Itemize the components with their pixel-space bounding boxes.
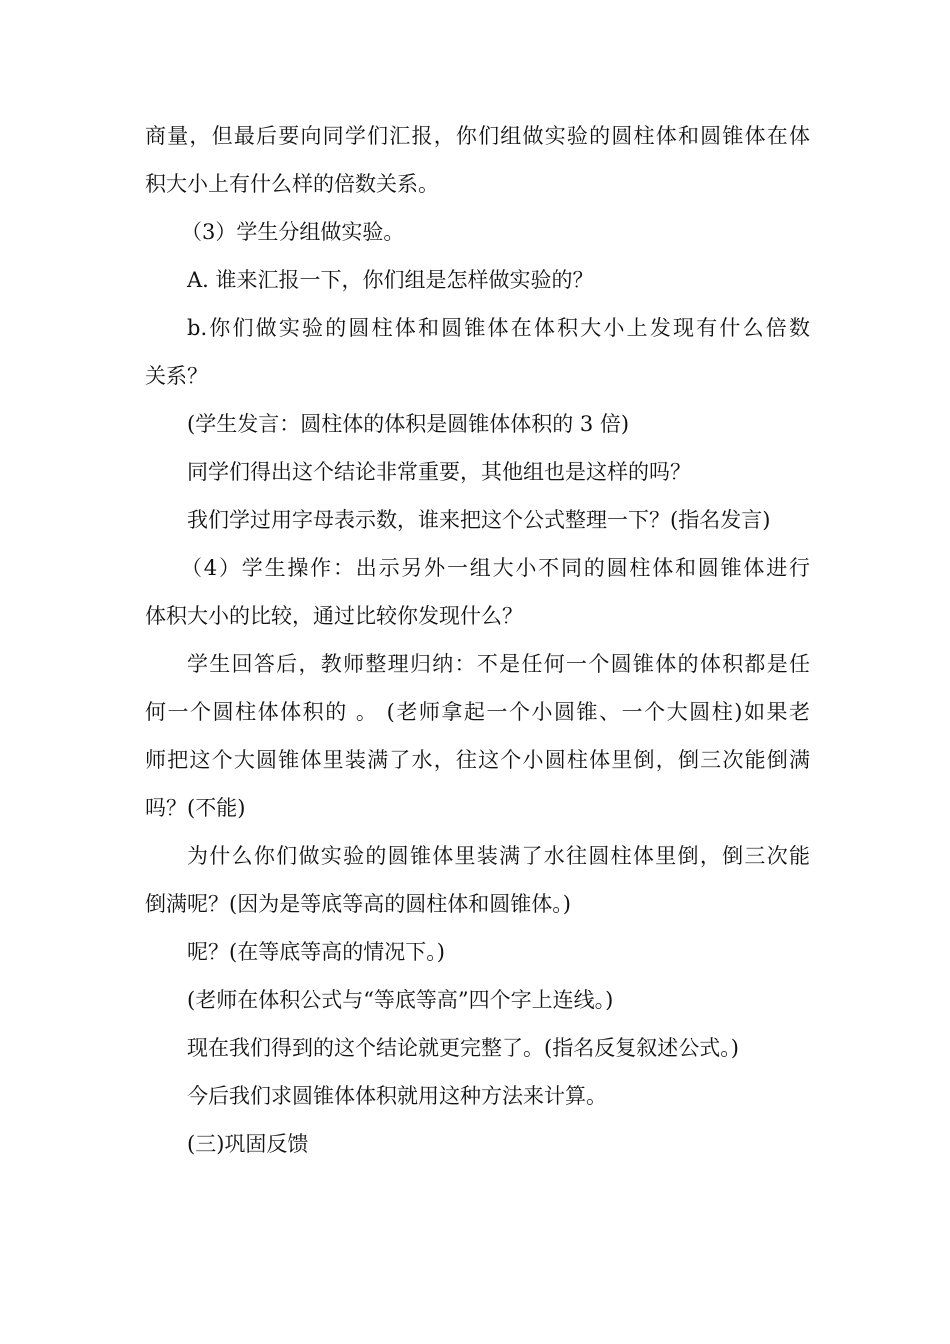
paragraph-line: (三)巩固反馈 <box>187 1132 309 1156</box>
paragraph-line: 体积大小的比较，通过比较你发现什么？ <box>145 604 523 628</box>
document-body <box>145 112 810 1168</box>
paragraph-line: 今后我们求圆锥体体积就用这种方法来计算。 <box>187 1084 607 1108</box>
paragraph-line: b.你们做实验的圆柱体和圆锥体在体积大小上发现有什么倍数 <box>187 316 810 340</box>
paragraph-line: 吗？(不能) <box>145 796 246 820</box>
paragraph-line: （4）学生操作：出示另外一组大小不同的圆柱体和圆锥体进行 <box>181 556 810 580</box>
paragraph-line: 为什么你们做实验的圆锥体里装满了水往圆柱体里倒，倒三次能 <box>187 844 810 868</box>
paragraph-line: (老师在体积公式与“等底等高”四个字上连线。) <box>187 988 614 1012</box>
paragraph-line: (学生发言：圆柱体的体积是圆锥体体积的 3 倍) <box>187 412 630 436</box>
paragraph-line: 何一个圆柱体体积的 。 (老师拿起一个小圆锥、一个大圆柱)如果老 <box>145 700 810 724</box>
paragraph-line: 现在我们得到的这个结论就更完整了。(指名反复叙述公式。) <box>187 1036 739 1060</box>
paragraph-line: 积大小上有什么样的倍数关系。 <box>145 172 439 196</box>
paragraph-line: 关系？ <box>145 364 208 388</box>
paragraph-line: 同学们得出这个结论非常重要，其他组也是这样的吗？ <box>187 460 691 484</box>
paragraph-line: 我们学过用字母表示数，谁来把这个公式整理一下？(指名发言) <box>187 508 771 532</box>
paragraph-line: 师把这个大圆锥体里装满了水，往这个小圆柱体里倒，倒三次能倒满 <box>145 748 810 772</box>
paragraph-line: 商量，但最后要向同学们汇报，你们组做实验的圆柱体和圆锥体在体 <box>145 124 810 148</box>
paragraph-line: 学生回答后，教师整理归纳：不是任何一个圆锥体的体积都是任 <box>187 652 810 676</box>
paragraph-line: A. 谁来汇报一下，你们组是怎样做实验的？ <box>187 268 594 292</box>
paragraph-line: 倒满呢？(因为是等底等高的圆柱体和圆锥体。) <box>145 892 571 916</box>
paragraph-line: （3）学生分组做实验。 <box>181 220 405 244</box>
paragraph-line: 呢？(在等底等高的情况下。) <box>187 940 445 964</box>
